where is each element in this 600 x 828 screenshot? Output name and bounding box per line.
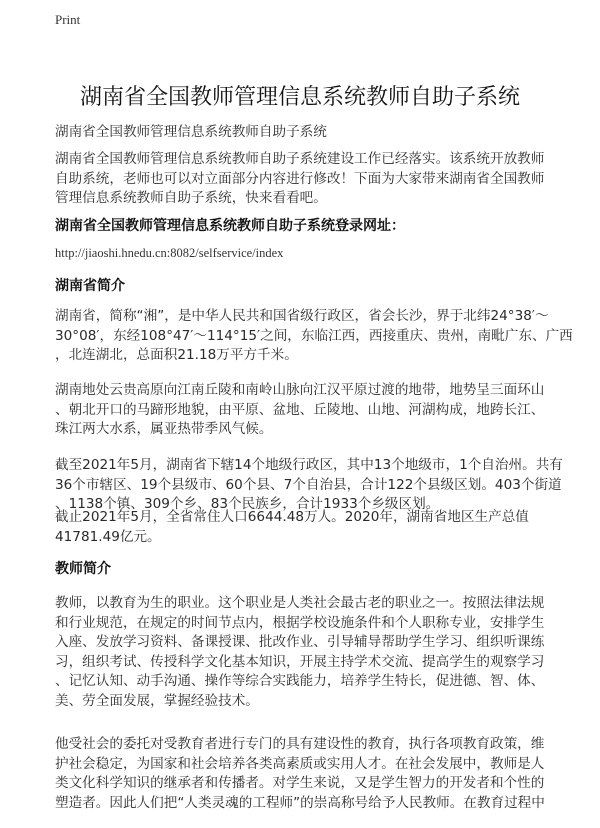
text-line: 、朝北开口的马蹄形地貌，由平原、盆地、丘陵地、山地、河湖构成，地跨长江、	[55, 401, 545, 418]
teacher-paragraph	[55, 594, 544, 712]
text-line: ，北连湖北，总面积21.18万平方千米。	[55, 347, 298, 364]
text-line: 珠江两大水系，属亚热带季风气候。	[55, 421, 273, 438]
hunan-paragraph	[55, 508, 529, 547]
text-line: 湖南省全国教师管理信息系统教师自助子系统建设工作已经落实。该系统开放教师	[55, 151, 545, 167]
text-line: 自助系统，老师也可以对立面部分内容进行修改！下面为大家带来湖南省全国教师	[55, 170, 545, 187]
text-line: 和行业规范，在规定的时间节点内，根据学校设施条件和个人职称专业，安排学生	[55, 614, 545, 631]
page-title: 湖南省全国教师管理信息系统教师自助子系统	[79, 85, 520, 110]
text-line: 截止2021年5月，全省常住人口6644.48万人。2020年，湖南省地区生产总值	[55, 509, 529, 525]
login-url-link[interactable]: http://jiaoshi.hnedu.cn:8082/selfservice/index	[55, 246, 284, 260]
teacher-paragraph	[55, 735, 545, 813]
text-line: 类文化科学知识的继承者和传播者。对学生来说，又是学生智力的开发者和个性的	[55, 775, 545, 792]
text-line: 36个市辖区、19个县级市、60个县、7个自治县，合计122个县级区划。403个街道	[55, 476, 562, 493]
print-link[interactable]: Print	[55, 12, 81, 27]
intro-paragraph	[55, 150, 544, 209]
text-line: 入座、发放学习资料、备课授课、批改作业、引导辅导帮助学生学习、组织听课练	[55, 634, 545, 651]
hunan-paragraph	[55, 381, 544, 440]
text-line: 截至2021年5月，湖南省下辖14个地级行政区，其中13个地级市，1个自治州。共有	[55, 457, 563, 473]
hunan-paragraph	[55, 307, 573, 366]
text-line: 护社会稳定，为国家和社会培养各类高素质或实用人才。在社会发展中，教师是人	[55, 755, 545, 772]
hunan-paragraph	[55, 456, 563, 515]
text-line: 、1138个镇、309个乡、83个民族乡，合计1933个乡级区划。	[55, 496, 440, 513]
text-line: 管理信息系统教师自助子系统，快来看看吧。	[55, 190, 327, 207]
text-line: 美、劳全面发展，掌握经验技术。	[55, 692, 259, 709]
text-line: 他受社会的委托对受教育者进行专门的具有建设性的教育，执行各项教育政策，维	[55, 736, 545, 752]
text-line: 30°08′，东经108°47′～114°15′之间，东临江西，西接重庆、贵州，南毗广东、广西	[55, 327, 573, 344]
text-line: 湖南省，简称“湘”，是中华人民共和国省级行政区，省会长沙，界于北纬24°38′～	[55, 308, 549, 324]
text-line: 、记忆认知、动手沟通、操作等综合实践能力，培养学生特长，促进德、智、体、	[55, 673, 545, 690]
text-line: 习，组织考试、传授科学文化基本知识，开展主持学术交流、提高学生的观察学习	[55, 653, 545, 670]
teacher-heading: 教师简介	[55, 561, 111, 577]
text-line: 41781.49亿元。	[55, 528, 161, 545]
subtitle: 湖南省全国教师管理信息系统教师自助子系统	[55, 124, 327, 140]
text-line: 塑造者。因此人们把“人类灵魂的工程师”的崇高称号给予人民教师。在教育过程中	[55, 794, 545, 811]
text-line: 湖南地处云贵高原向江南丘陵和南岭山脉向江汉平原过渡的地带，地势呈三面环山	[55, 382, 545, 398]
login-heading: 湖南省全国教师管理信息系统教师自助子系统登录网址：	[55, 218, 405, 234]
hunan-heading: 湖南省简介	[55, 278, 125, 294]
text-line: 教师，以教育为生的职业。这个职业是人类社会最古老的职业之一。按照法律法规	[55, 595, 545, 611]
